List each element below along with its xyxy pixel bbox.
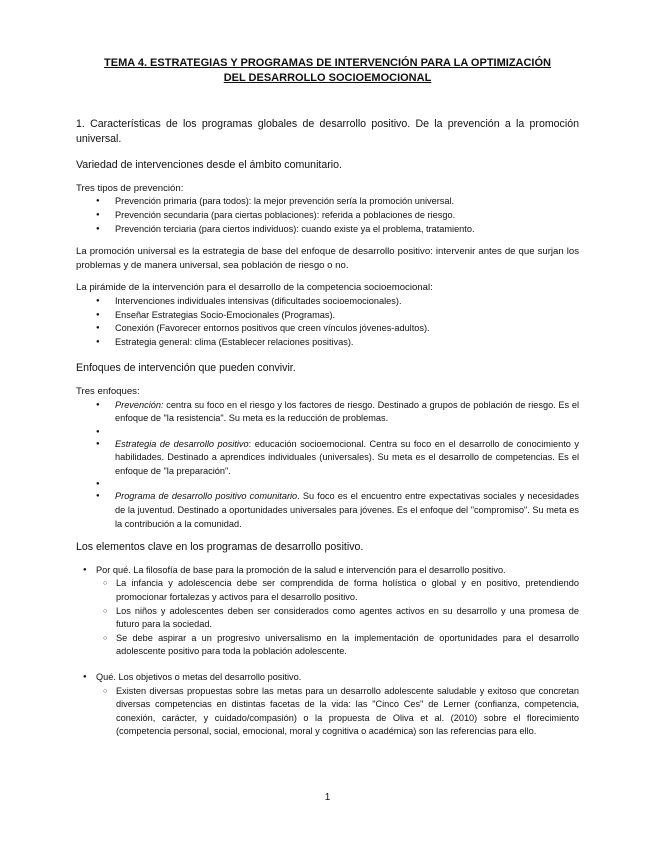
page-number: 1 [324, 792, 331, 803]
document-title-line-2: DEL DESARROLLO SOCIOEMOCIONAL [223, 72, 432, 84]
enfoque-text: centra su foco en el riesgo y los factores de riesgo. Destinado a grupos de población de riesgo. Es el enfoque de "la resistencia". Su meta es la reducción de problemas. [115, 399, 579, 424]
document-title-line-1: TEMA 4. ESTRATEGIAS Y PROGRAMAS DE INTERVENCIÓN PARA LA OPTIMIZACIÓN [104, 57, 551, 69]
list-item: ○ La infancia y adolescencia debe ser comprendida de forma holística o global y en positivo, pretendiendo promocionar fortalezas y activos para el desarrollo positivo. [76, 577, 579, 604]
enfoque-text: . Su foco es el encuentro entre expectativas sociales y necesidades de la juventud. Destinado a oportunidades universales para jóvenes. Es el enfoque del "compromiso". Su meta es la contribución a la comunidad. [115, 491, 579, 529]
que-list [76, 671, 579, 685]
enfoque-estrategia [76, 438, 579, 479]
por-que-item: ● Por qué. La filosofía de base para la promoción de la salud e intervención para el desarrollo positivo. [76, 564, 579, 578]
list-item: ● Prevención primaria (para todos): la mejor prevención sería la promoción universal. [76, 195, 579, 209]
por-que-list [76, 564, 579, 578]
piramide-list [76, 295, 579, 349]
list-item: ○ Se debe aspirar a un progresivo universalismo en la implementación de oportunidades para el desarrollo adolescente positivo para toda la población adolescente. [76, 632, 579, 659]
tres-tipos-list [76, 195, 579, 236]
enfoque-term: Estrategia de desarrollo positivo [115, 438, 249, 449]
enfoques-list [76, 399, 579, 532]
list-item: ● Intervenciones individuales intensivas (dificultades socioemocionales). [76, 295, 579, 309]
list-item: ● Prevención secundaria (para ciertas poblaciones): referida a poblaciones de riesgo. [76, 209, 579, 223]
que-sublist [76, 685, 579, 739]
list-item: ● Enseñar Estrategias Socio-Emocionales (Programas). [76, 309, 579, 323]
section-1-heading: 1. Características de los programas globales de desarrollo positivo. De la prevención a la promoción universal. [76, 118, 579, 145]
tres-enfoques-intro: Tres enfoques: [76, 385, 140, 397]
enfoque-comunitario [76, 490, 579, 531]
que-item: ● Qué. Los objetivos o metas del desarrollo positivo. [76, 671, 579, 685]
enfoque-prevencion [76, 399, 579, 426]
enfoque-term: Prevención: [115, 399, 164, 410]
list-item: ● Prevención terciaria (para ciertos individuos): cuando existe ya el problema, tratamiento. [76, 223, 579, 237]
por-que-sublist [76, 577, 579, 659]
list-item: ○ Existen diversas propuestas sobre las metas para un desarrollo adolescente saludable y exitoso que concretan diversas competencias en distintas facetas de la vida: las "Cinco Ces" de Lerner (confianza, competencia, conexión, carácter, y cuidado/compasión) o la propuesta de Oliva et al. (2010) sobre el florecimiento (competencia personal, social, emocional, moral y cognitiva o académica) son las referencias para ello. [76, 685, 579, 739]
tres-tipos-intro: Tres tipos de prevención: [76, 182, 184, 194]
list-item: ○ Los niños y adolescentes deben ser considerados como agentes activos en su desarrollo y una promesa de futuro para la sociedad. [76, 605, 579, 632]
elementos-clave-paragraph: Los elementos clave en los programas de desarrollo positivo. [76, 541, 364, 554]
document-page [76, 56, 579, 739]
list-spacer [76, 426, 579, 438]
list-item: ● Estrategia general: clima (Establecer relaciones positivas). [76, 336, 579, 350]
enfoques-conviven-paragraph: Enfoques de intervención que pueden convivir. [76, 362, 296, 375]
variedad-paragraph: Variedad de intervenciones desde el ámbito comunitario. [76, 159, 342, 172]
list-spacer [76, 478, 579, 490]
promocion-universal-paragraph: La promoción universal es la estrategia de base del enfoque de desarrollo positivo: intervenir antes de que surjan los problemas y de manera universal, sea población de riesgo o no. [76, 246, 579, 271]
piramide-intro: La pirámide de la intervención para el desarrollo de la competencia socioemocional: [76, 282, 433, 294]
enfoque-text: : educación socioemocional. Centra su foco en el desarrollo de conocimiento y habilidades. Destinado a aprendices individuales (universales). Su meta es el desarrollo de competencias. Es el enfoque de "la preparación". [115, 438, 580, 476]
enfoque-term: Programa de desarrollo positivo comunitario [115, 491, 298, 502]
list-item: ● Conexión (Favorecer entornos positivos que creen vínculos jóvenes-adultos). [76, 322, 579, 336]
